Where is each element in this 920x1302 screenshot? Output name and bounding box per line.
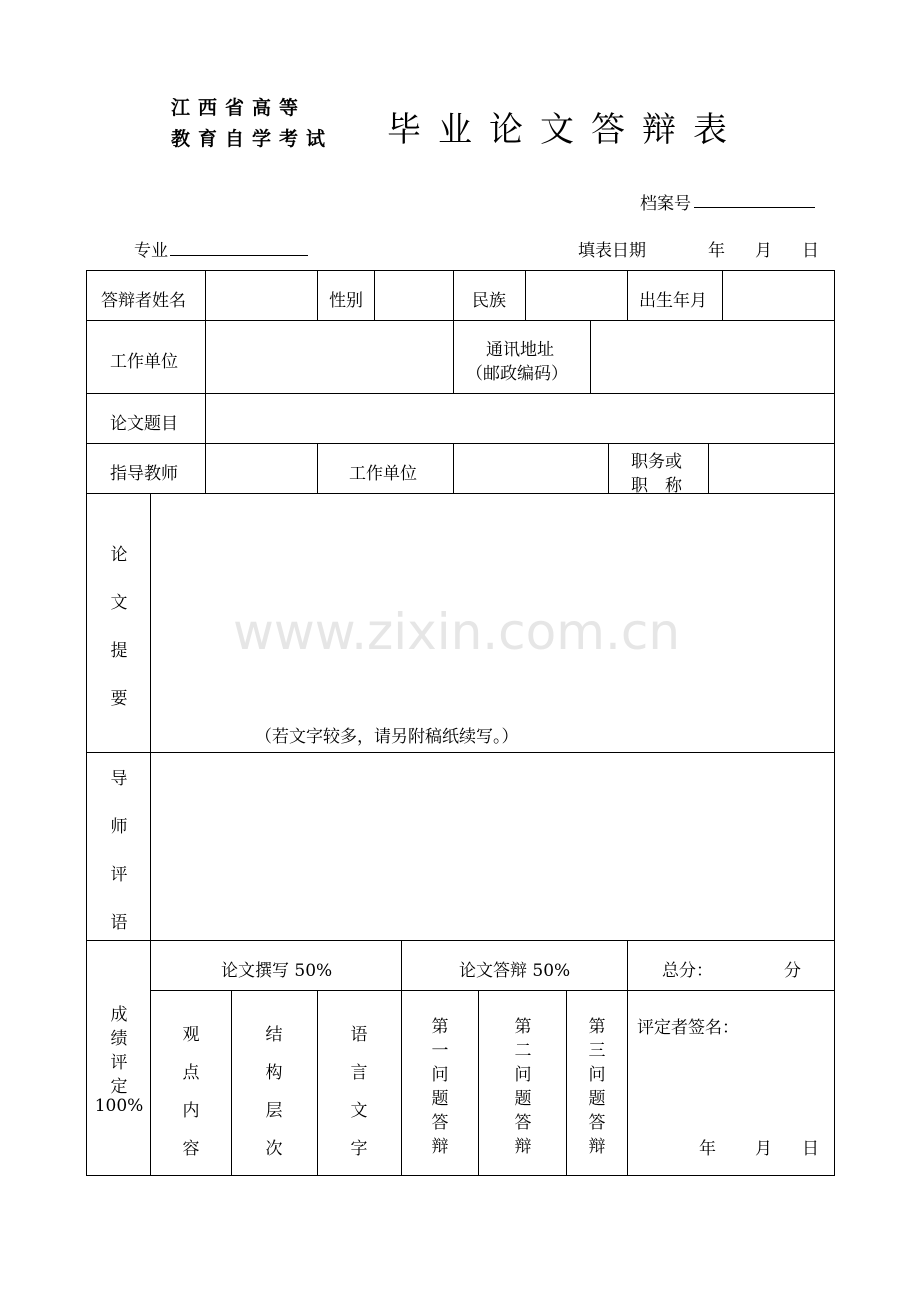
thesis-title-label: 论文题目 [110,414,178,434]
date-month: 月 [755,241,772,261]
address-field[interactable] [591,321,834,393]
archive-label: 档案号 [640,194,691,214]
comment-field[interactable] [151,753,834,940]
name-field[interactable] [206,271,317,320]
address-label-line1: 通讯地址 [486,340,554,360]
grading-label: 成 绩 评 定 100% [94,1005,144,1116]
points-label: 分 [784,961,801,981]
org-name-line1: 江西省高等 [171,97,307,119]
thesis-title-field[interactable] [206,394,834,443]
address-label-line2: （邮政编码） [466,364,568,384]
name-label: 答辩者姓名 [101,291,186,311]
signer-label: 评定者签名： [637,1018,739,1038]
ethnicity-field[interactable] [526,271,627,320]
advisor-label: 指导教师 [110,464,178,484]
gender-field[interactable] [375,271,453,320]
date-label: 填表日期 [578,241,646,261]
major-label: 专业 [134,241,168,261]
watermark: www.zixin.com.cn [233,603,681,661]
work-unit-label: 工作单位 [110,352,178,372]
advisor-field[interactable] [206,444,317,493]
sign-month: 月 [755,1139,772,1159]
question-3: 第 三 问 题 答 辩 [588,1017,606,1157]
criteria-language: 语 言 文 字 [350,1025,368,1159]
date-year: 年 [708,241,725,261]
advisor-work-unit-field[interactable] [454,444,608,493]
ethnicity-label: 民族 [472,291,506,311]
page-title: 毕业论文答辩表 [387,110,744,150]
org-name-line2: 教育自学考试 [171,128,334,150]
advisor-work-unit-label: 工作单位 [349,464,417,484]
sign-day: 日 [802,1139,819,1159]
position-label-line1: 职务或 [631,452,682,472]
criteria-viewpoint: 观 点 内 容 [182,1025,200,1159]
work-unit-field[interactable] [206,321,453,393]
abstract-note: （若文字较多，请另附稿纸续写。） [255,727,519,747]
writing-header: 论文撰写 50% [221,961,333,981]
gender-label: 性别 [329,291,363,311]
position-label-line2: 职 称 [631,476,682,496]
position-field[interactable] [709,444,834,493]
birth-field[interactable] [723,271,834,320]
question-1: 第 一 问 题 答 辩 [431,1017,449,1157]
question-2: 第 二 问 题 答 辩 [514,1017,532,1157]
criteria-structure: 结 构 层 次 [265,1025,283,1159]
defense-header: 论文答辩 50% [459,961,571,981]
birth-label: 出生年月 [639,291,707,311]
sign-year: 年 [699,1139,716,1159]
abstract-label: 论 文 提 要 [110,545,128,709]
comment-label: 导 师 评 语 [110,769,128,933]
date-day: 日 [802,241,819,261]
total-label: 总分： [662,961,713,981]
